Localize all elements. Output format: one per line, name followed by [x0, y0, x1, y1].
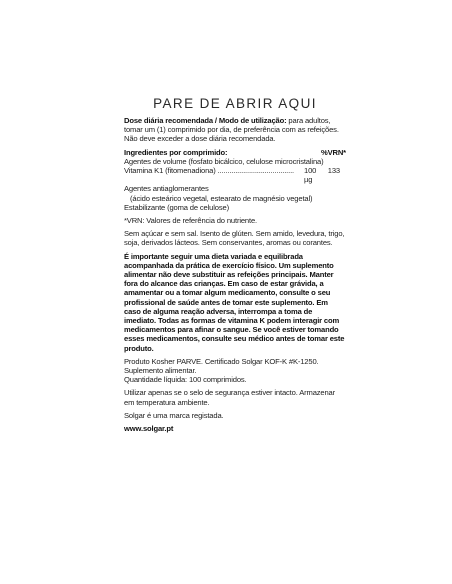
- ingredients-header-row: [124, 148, 346, 157]
- product-info: [124, 357, 346, 385]
- supplement-label: [124, 96, 346, 437]
- dose-label: Dose diária recomendada / Modo de utilização:: [124, 116, 287, 125]
- trademark-note: Solgar é uma marca registada.: [124, 410, 224, 420]
- ingredients-section: [124, 148, 346, 212]
- vrn-note: *VRN: Valores de referência do nutriente.: [124, 216, 258, 226]
- free-from-statement: Sem açúcar e sem sal. Isento de glúten. Sem amido, levedura, trigo, soja, derivados lácteos. Sem conservantes, aromas ou corantes.: [124, 229, 345, 248]
- storage-instructions: Utilizar apenas se o selo de segurança estiver intacto. Armazenar em temperatura ambiente.: [124, 388, 336, 407]
- supplement-type: Suplemento alimentar.: [124, 366, 197, 376]
- ingredient-stabilizer: Estabilizante (goma de celulose): [124, 202, 229, 212]
- vitamin-k1-amount: 100 µg: [304, 166, 317, 185]
- vitamin-k1-name: Vitamina K1 (fitomenadiona) .......................................: [124, 166, 295, 176]
- vitamin-k1-vrn: 133: [327, 166, 340, 176]
- vrn-header: %VRN*: [321, 147, 346, 157]
- warning-statement: É importante seguir uma dieta variada e equilibrada acompanhada da prática de exercício físico. Um suplemento alimentar não deve substituir as refeições principais. Manter fora do alcance das crianças. Em caso de estar grávida, a amamentar ou a tomar algum medicamento, consulte o seu profissional de saúde antes de tomar este suplemento. Em caso de alguma reação adversa, interrompa a toma de imediato. Todas as formas de vitamina K podem interagir com medicamentos para afinar o sangue. Se você estiver tomando esses medicamentos, consulte seu médico antes de tomar este produto.: [124, 251, 345, 353]
- ingredient-anticaking-agents: Agentes antiaglomerantes: [124, 184, 209, 194]
- kosher-certification: Produto Kosher PARVE. Certificado Solgar KOF-K #K-1250.: [124, 356, 319, 366]
- dose-text: para adultos, tomar um (1) comprimido por dia, de preferência com as refeições. Não deve exceder a dose diária recomendada.: [124, 116, 339, 144]
- dose-paragraph: [124, 116, 346, 144]
- ingredient-vitamin-k1-row: [124, 166, 346, 184]
- ingredient-anticaking-detail: (ácido esteárico vegetal, estearato de magnésio vegetal): [130, 193, 313, 203]
- ingredients-header: Ingredientes por comprimido:: [124, 147, 228, 157]
- ingredient-bulking-agents: Agentes de volume (fosfato bicálcico, celulose microcristalina): [124, 156, 324, 166]
- website-link[interactable]: www.solgar.pt: [124, 424, 174, 434]
- net-quantity: Quantidade líquida: 100 comprimidos.: [124, 375, 247, 385]
- pare-de-abrir-headline: PARE DE ABRIR AQUI: [153, 96, 317, 111]
